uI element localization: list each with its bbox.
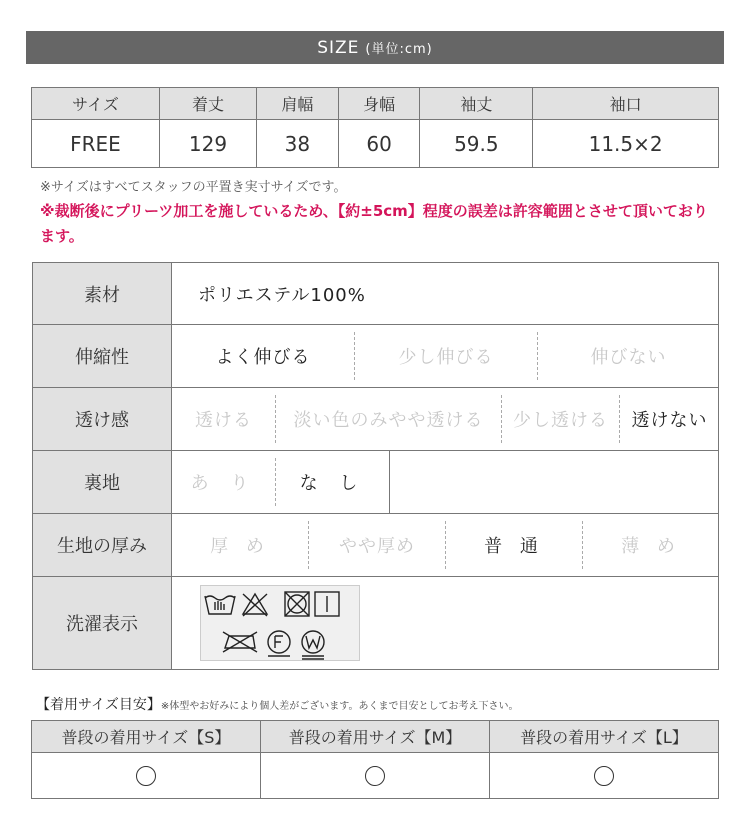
thickness-opt-normal: 普 通 <box>446 521 583 569</box>
cell-cuff: 11.5×2 <box>533 120 719 168</box>
table-row <box>32 753 719 799</box>
sheer-opt-slightly: 少し透ける <box>502 395 620 443</box>
dry-clean-f-icon <box>268 631 290 656</box>
spec-row-lining <box>33 451 718 514</box>
spec-table <box>32 262 719 670</box>
col-body-width: 身幅 <box>338 88 420 120</box>
size-table <box>31 87 719 168</box>
no-bleach-icon <box>243 594 267 616</box>
lining-opt-no: な し <box>276 451 390 513</box>
thickness-opt-thin: 薄 め <box>621 536 681 557</box>
material-value: ポリエステル100% <box>198 284 366 306</box>
stretch-opt-some: 少し伸びる <box>355 332 538 380</box>
cell-size: FREE <box>32 120 160 168</box>
hand-wash-icon <box>205 596 235 614</box>
guide-cell-s <box>32 753 261 799</box>
sheer-opt-light-colors: 淡い色のみやや透ける <box>276 395 502 443</box>
pleat-warning-note: ※裁断後にプリーツ加工を施しているため、【約±5cm】程度の誤差は許容範囲とさせて頂いております。 <box>40 202 708 245</box>
guide-col-s: 普段の着用サイズ【S】 <box>32 721 261 753</box>
stretch-opt-none: 伸びない <box>590 347 667 368</box>
thickness-opt-thick: 厚 め <box>172 521 309 569</box>
care-label-tag <box>200 585 360 661</box>
guide-title: 【着用サイズ目安】 <box>36 697 161 713</box>
size-table-header <box>32 88 719 120</box>
sheer-opt-sheer: 透ける <box>172 395 276 443</box>
thickness-opt-slightly-thick: やや厚め <box>309 521 446 569</box>
spec-row-material <box>33 263 718 325</box>
wet-clean-w-icon <box>302 631 324 659</box>
cell-body-width: 60 <box>338 120 420 168</box>
fit-circle-icon <box>594 766 614 786</box>
guide-col-m: 普段の着用サイズ【M】 <box>261 721 490 753</box>
stretch-opt-high: よく伸びる <box>172 332 355 380</box>
line-dry-icon <box>315 592 339 616</box>
spec-row-thickness <box>33 514 718 577</box>
fit-circle-icon <box>136 766 156 786</box>
size-title: SIZE <box>317 37 360 58</box>
stretch-label: 伸縮性 <box>33 325 172 387</box>
cell-length: 129 <box>159 120 256 168</box>
care-symbols <box>201 586 361 662</box>
spec-row-stretch <box>33 325 718 388</box>
spec-row-sheer <box>33 388 718 451</box>
sheer-label: 透け感 <box>33 388 172 450</box>
guide-cell-m <box>261 753 490 799</box>
lining-label: 裏地 <box>33 451 172 513</box>
material-label: 素材 <box>33 263 172 324</box>
guide-cell-l <box>490 753 719 799</box>
measurement-note: ※サイズはすべてスタッフの平置き実寸サイズです。 <box>40 180 347 195</box>
size-unit: (単位:cm) <box>365 42 433 57</box>
guide-col-l: 普段の着用サイズ【L】 <box>490 721 719 753</box>
guide-header <box>32 721 719 753</box>
col-shoulder: 肩幅 <box>257 88 339 120</box>
col-size: サイズ <box>32 88 160 120</box>
care-label: 洗濯表示 <box>33 577 172 669</box>
size-header <box>26 31 724 64</box>
spec-row-care <box>33 577 718 669</box>
guide-note: ※体型やお好みにより個人差がございます。あくまで目安としてお考え下さい。 <box>160 701 519 712</box>
col-length: 着丈 <box>159 88 256 120</box>
cell-sleeve-length: 59.5 <box>420 120 533 168</box>
fit-circle-icon <box>365 766 385 786</box>
wear-size-guide-title <box>36 694 518 714</box>
sheer-opt-not-sheer: 透けない <box>631 410 708 431</box>
low-iron-icon <box>223 632 257 652</box>
wear-size-table <box>31 720 719 799</box>
lining-opt-yes: あ り <box>172 458 276 506</box>
no-tumble-dry-icon <box>285 592 309 616</box>
thickness-label: 生地の厚み <box>33 514 172 576</box>
col-cuff: 袖口 <box>533 88 719 120</box>
table-row <box>32 120 719 168</box>
cell-shoulder: 38 <box>257 120 339 168</box>
col-sleeve-length: 袖丈 <box>420 88 533 120</box>
